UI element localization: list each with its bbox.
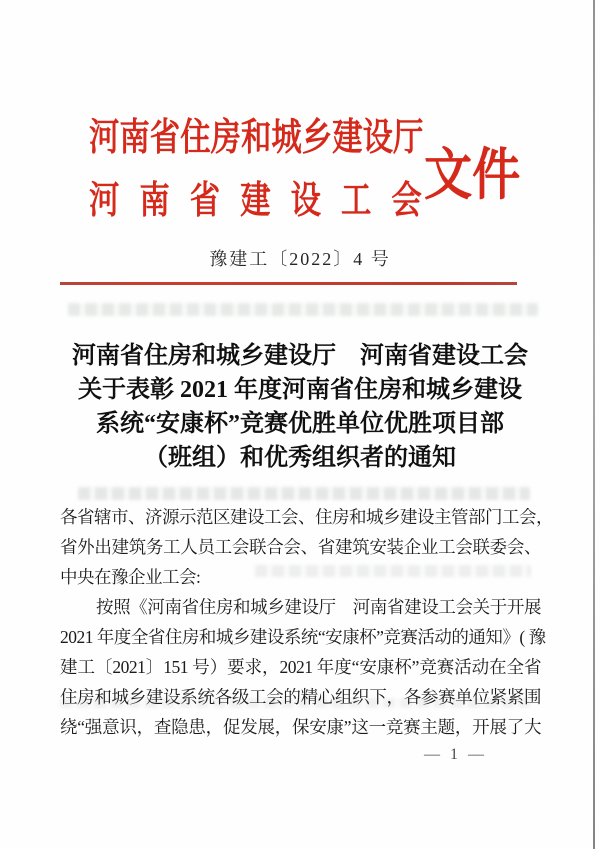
body-paragraph-line: 建工〔2021〕151 号）要求，2021 年度“安康杯”竞赛活动在全省 [60, 657, 541, 677]
ink-bleed-artifact [78, 487, 530, 500]
body-salutation-line: 省外出建筑务工人员工会联合会、省建筑安装企业工会联委会、 [60, 537, 541, 557]
body-paragraph-line: 绕“强意识，查隐患，促发展，保安康”这一竞赛主题，开展了大 [60, 717, 541, 737]
document-title-line: 关于表彰 2021 年度河南省住房和城乡建设 [78, 377, 522, 403]
body-paragraph-line: 2021 年度全省住房和城乡建设系统“安康杯”竞赛活动的通知》( 豫 [60, 627, 546, 647]
body-salutation-line: 各省辖市、济源示范区建设工会、住房和城乡建设主管部门工会， [60, 507, 553, 527]
red-divider-rule [60, 282, 517, 285]
body-paragraph-line: 按照《河南省住房和城乡建设厅 河南省建设工会关于开展 [96, 597, 541, 617]
document-title [0, 339, 600, 475]
body-salutation-line: 中央在豫企业工会: [60, 567, 201, 587]
page-number: — 1 — [424, 746, 487, 763]
document-title-line: （班组）和优秀组织者的通知 [144, 445, 456, 471]
document-title-line: 河南省住房和城乡建设厅 河南省建设工会 [72, 343, 528, 369]
body-paragraph-line: 住房和城乡建设系统各级工会的精心组织下，各参赛单位紧紧围 [60, 687, 541, 707]
ink-bleed-artifact [68, 303, 538, 316]
letterhead-document-word: 文件 [424, 145, 521, 207]
document-body [60, 502, 553, 742]
document-title-line: 系统“安康杯”竞赛优胜单位优胜项目部 [96, 411, 504, 437]
document-reference-number: 豫建工〔2022〕4 号 [209, 249, 391, 269]
letterhead-org-line1: 河南省住房和城乡建设厅 [89, 117, 424, 159]
letterhead-org-line2: 河南省建设工会 [89, 180, 442, 222]
